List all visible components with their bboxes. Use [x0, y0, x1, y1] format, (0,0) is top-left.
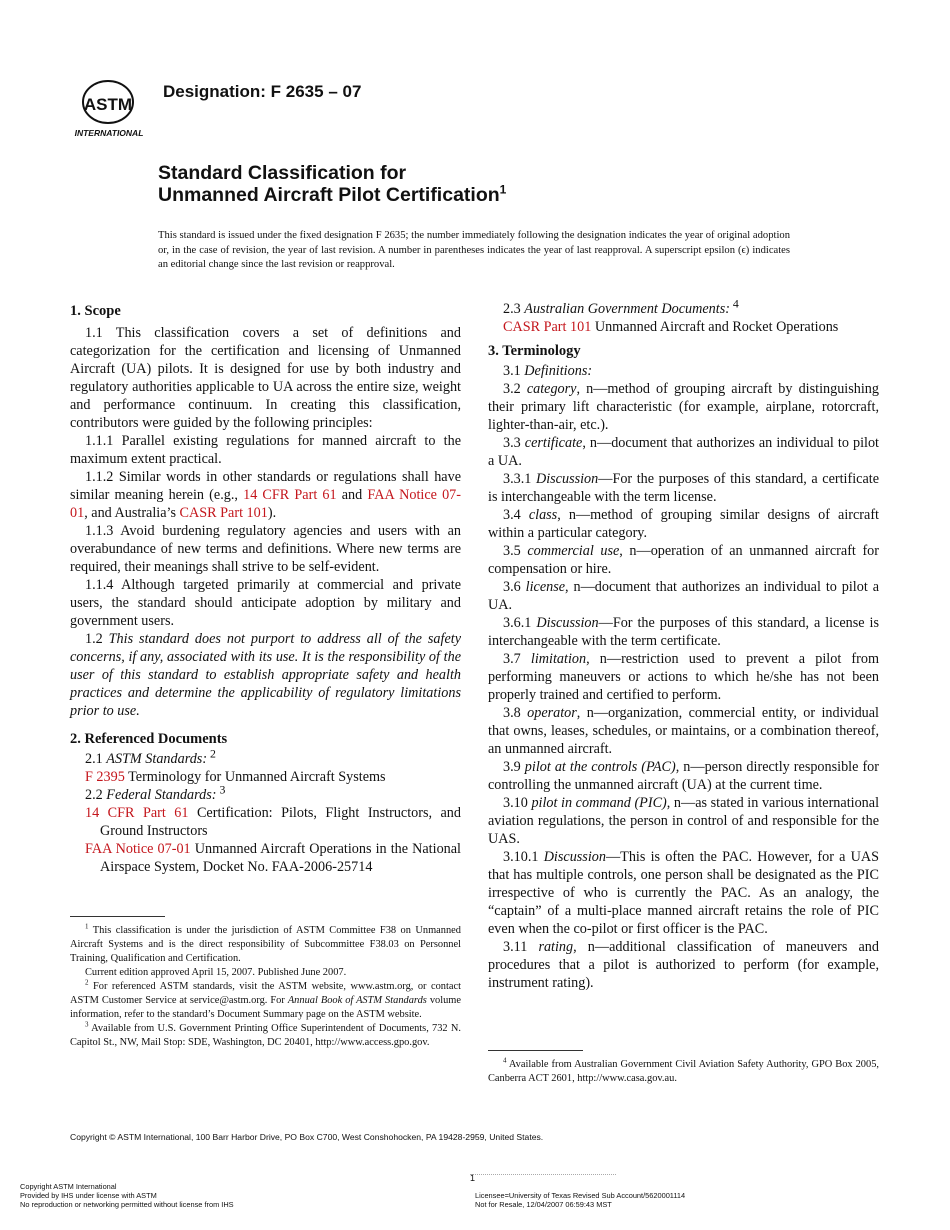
ref-14cfr: 14 CFR Part 61 Certification: Pilots, Flight Instructors, and Ground Instructors	[85, 805, 461, 839]
definition-term: pilot at the controls (PAC)	[524, 759, 676, 775]
footnote-4: $^4$ Available from Australian Government Civil Aviation Safety Authority, GPO Box 2005, Canberra ACT 2601, http://www.casa.gov.au.	[488, 1056, 879, 1084]
footer-left-line: Copyright ASTM International	[20, 1182, 117, 1191]
copyright-line: Copyright © ASTM International, 100 Barr Harbor Drive, PO Box C700, West Conshohocken, PA 19428-2959, United States.	[70, 1132, 544, 1142]
para-2-2: 2.2 Federal Standards: $^3$	[85, 782, 226, 803]
para-1-1-4: 1.1.4 Although targeted primarily at commercial and private users, the standard should anticipate adoption by military and government users.	[70, 577, 461, 629]
definition-item: 3.5 commercial use, n—operation of an unmanned aircraft for compensation or hire.	[488, 543, 879, 577]
link-faa-notice[interactable]: FAA Notice 07-01	[70, 487, 461, 521]
definition-item: 3.6.1 Discussion—For the purposes of this standard, a license is interchangeable with the term certificate.	[488, 615, 880, 649]
definition-item: 3.3.1 Discussion—For the purposes of this standard, a certificate is interchangeable with the term license.	[488, 471, 879, 505]
definition-item: 3.10 pilot in command (PIC), n—as stated in various international aviation regulations, the person in control of and responsible for the UAS.	[488, 795, 880, 847]
para-1-1: 1.1 This classification covers a set of definitions and categorization for the certification and licensing of Unmanned Aircraft (UA) pilots. It is designed for use by both industry and regulatory authorities applicable to UA across the entire size, weight and performance continuum. In creating this classification, contributors were guided by the following principles:	[70, 325, 461, 431]
page-number: 1	[470, 1173, 476, 1183]
definition-item: 3.11 rating, n—additional classification of maneuvers and procedures that a pilot is authorized to perform (for example, instrument rating).	[488, 939, 879, 991]
link-casr-ref[interactable]: CASR Part 101	[503, 319, 592, 335]
definition-item: 3.7 limitation, n—restriction used to prevent a pilot from performing maneuvers or actions to which he/she has not been properly trained and certified to perform.	[488, 651, 879, 703]
footer-left	[20, 1182, 234, 1209]
definition-term: operator	[527, 705, 577, 721]
footnotes-right	[488, 1058, 879, 1086]
astm-logo	[68, 80, 150, 140]
link-14cfr[interactable]: 14 CFR Part 61	[243, 487, 337, 503]
scope-heading: 1. Scope	[70, 303, 121, 319]
refdocs-heading: 2. Referenced Documents	[70, 731, 228, 747]
definition-item: 3.9 pilot at the controls (PAC), n—person directly responsible for controlling the unmanned aircraft (UA) at the current time.	[488, 759, 879, 793]
title-line-2: Unmanned Aircraft Pilot Certification$^1$	[158, 182, 507, 206]
ref-f2395: F 2395 Terminology for Unmanned Aircraft Systems	[85, 769, 386, 785]
footer-right-line: Not for Resale, 12/04/2007 06:59:43 MST	[475, 1200, 612, 1209]
designation: Designation: F 2635 – 07	[163, 82, 362, 101]
definition-term: rating	[538, 939, 574, 955]
link-f2395[interactable]: F 2395	[85, 769, 125, 785]
right-column	[488, 296, 880, 992]
page-title	[158, 162, 506, 206]
para-1-2: 1.2 This standard does not purport to address all of the safety concerns, if any, associated with its use. It is the responsibility of the user of this standard to establish appropriate safety and health practices and determine the applicability of regulatory limitations prior to use.	[70, 631, 461, 719]
definition-term: Discussion	[543, 849, 606, 865]
para-1-1-2: 1.1.2 Similar words in other standards or regulations shall have similar meaning herein (e.g., 14 CFR Part 61 and FAA Notice 07-01, and Australia’s CASR Part 101).	[70, 469, 461, 521]
page-number-area	[470, 1174, 616, 1183]
definition-term: Discussion	[536, 615, 599, 631]
para-1-1-3: 1.1.3 Avoid burdening regulatory agencies and users with an overabundance of new terms and definitions. Where new terms are required, their meanings shall strive to be self-evident.	[70, 523, 461, 575]
para-3-1: 3.1 Definitions:	[503, 363, 593, 379]
svg-text:ASTM: ASTM	[83, 95, 133, 114]
definition-item: 3.8 operator, n—organization, commercial entity, or individual that owns, leases, schedules, or maintains, or a combination thereof, an unmanned aircraft.	[488, 705, 879, 757]
definition-term: pilot in command (PIC)	[531, 795, 667, 811]
footer-left-line: Provided by IHS under license with ASTM	[20, 1191, 157, 1200]
footnote-2: $^2$ For referenced ASTM standards, visit the ASTM website, www.astm.org, or contact ASTM Customer Service at service@astm.org. For Annual Book of ASTM Standards volume information, refer to the standard’s Document Summary page on the ASTM website.	[70, 978, 461, 1020]
footnotes-left	[70, 924, 461, 1050]
left-column	[70, 300, 461, 876]
definition-term: category	[526, 381, 577, 397]
definition-term: commercial use	[527, 543, 620, 559]
definition-term: class	[528, 507, 558, 523]
definition-term: certificate	[524, 435, 583, 451]
definition-term: limitation	[530, 651, 587, 667]
link-casr[interactable]: CASR Part 101	[179, 505, 268, 521]
ref-faa-notice: FAA Notice 07-01 Unmanned Aircraft Operations in the National Airspace System, Docket No. FAA-2006-25714	[85, 841, 461, 875]
footer-right	[475, 1191, 685, 1209]
ref-casr: CASR Part 101 Unmanned Aircraft and Rocket Operations	[503, 319, 839, 335]
definition-item: 3.6 license, n—document that authorizes an individual to pilot a UA.	[488, 579, 879, 613]
link-faa-notice-ref[interactable]: FAA Notice 07-01	[85, 841, 191, 857]
logo-text: INTERNATIONAL	[74, 128, 144, 138]
para-1-1-1: 1.1.1 Parallel existing regulations for manned aircraft to the maximum extent practical.	[70, 433, 461, 467]
definition-term: license	[525, 579, 566, 595]
para-2-3: 2.3 Australian Government Documents: $^4$	[503, 296, 739, 317]
intro-paragraph: This standard is issued under the fixed designation F 2635; the number immediately following the designation indicates the year of original adoption or, in the case of revision, the year of last revision. A number in parentheses indicates the year of last reapproval. A superscript epsilon (ϵ) indicates an editorial change since the last revision or reapproval.	[158, 230, 790, 270]
footer-left-line: No reproduction or networking permitted without license from IHS	[20, 1200, 234, 1209]
definition-item: 3.3 certificate, n—document that authorizes an individual to pilot a UA.	[488, 435, 880, 469]
terminology-heading: 3. Terminology	[488, 343, 581, 359]
footnote-rule-left	[70, 916, 165, 917]
footer-right-line: Licensee=University of Texas Revised Sub Account/5620001114	[475, 1191, 686, 1200]
definition-item: 3.2 category, n—method of grouping aircraft by distinguishing their primary lift characteristic (for example, airplane, rotorcraft, lighter-than-air, etc.).	[488, 381, 879, 433]
definition-term: Discussion	[535, 471, 599, 487]
footnote-1b: Current edition approved April 15, 2007. Published June 2007.	[85, 967, 347, 978]
footnote-rule-right	[488, 1050, 583, 1051]
title-line-1: Standard Classification for	[158, 162, 407, 184]
footnote-1: $^1$ This classification is under the jurisdiction of ASTM Committee F38 on Unmanned Aircraft Systems and is the direct responsibility of Subcommittee F38.03 on Personnel Training, Qualification and Certification.	[70, 922, 461, 964]
definition-item: 3.10.1 Discussion—This is often the PAC. However, for a UAS that has multiple controls, one person shall be designated as the PIC irrespective of who is currently the PAC. As an analogy, the “captain” of a multi-place manned aircraft retains the role of PIC even when the co-pilot or first officer is the PAC.	[488, 849, 880, 937]
link-14cfr-ref[interactable]: 14 CFR Part 61	[85, 805, 189, 821]
footnote-3: $^3$ Available from U.S. Government Printing Office Superintendent of Documents, 732 N. Capitol St., NW, Mail Stop: SDE, Washington, DC 20401, http://www.access.gpo.gov.	[70, 1020, 461, 1048]
definitions-list	[488, 380, 879, 992]
para-2-1: 2.1 ASTM Standards: $^2$	[85, 746, 216, 767]
definition-item: 3.4 class, n—method of grouping similar designs of aircraft within a particular category.	[488, 507, 879, 541]
